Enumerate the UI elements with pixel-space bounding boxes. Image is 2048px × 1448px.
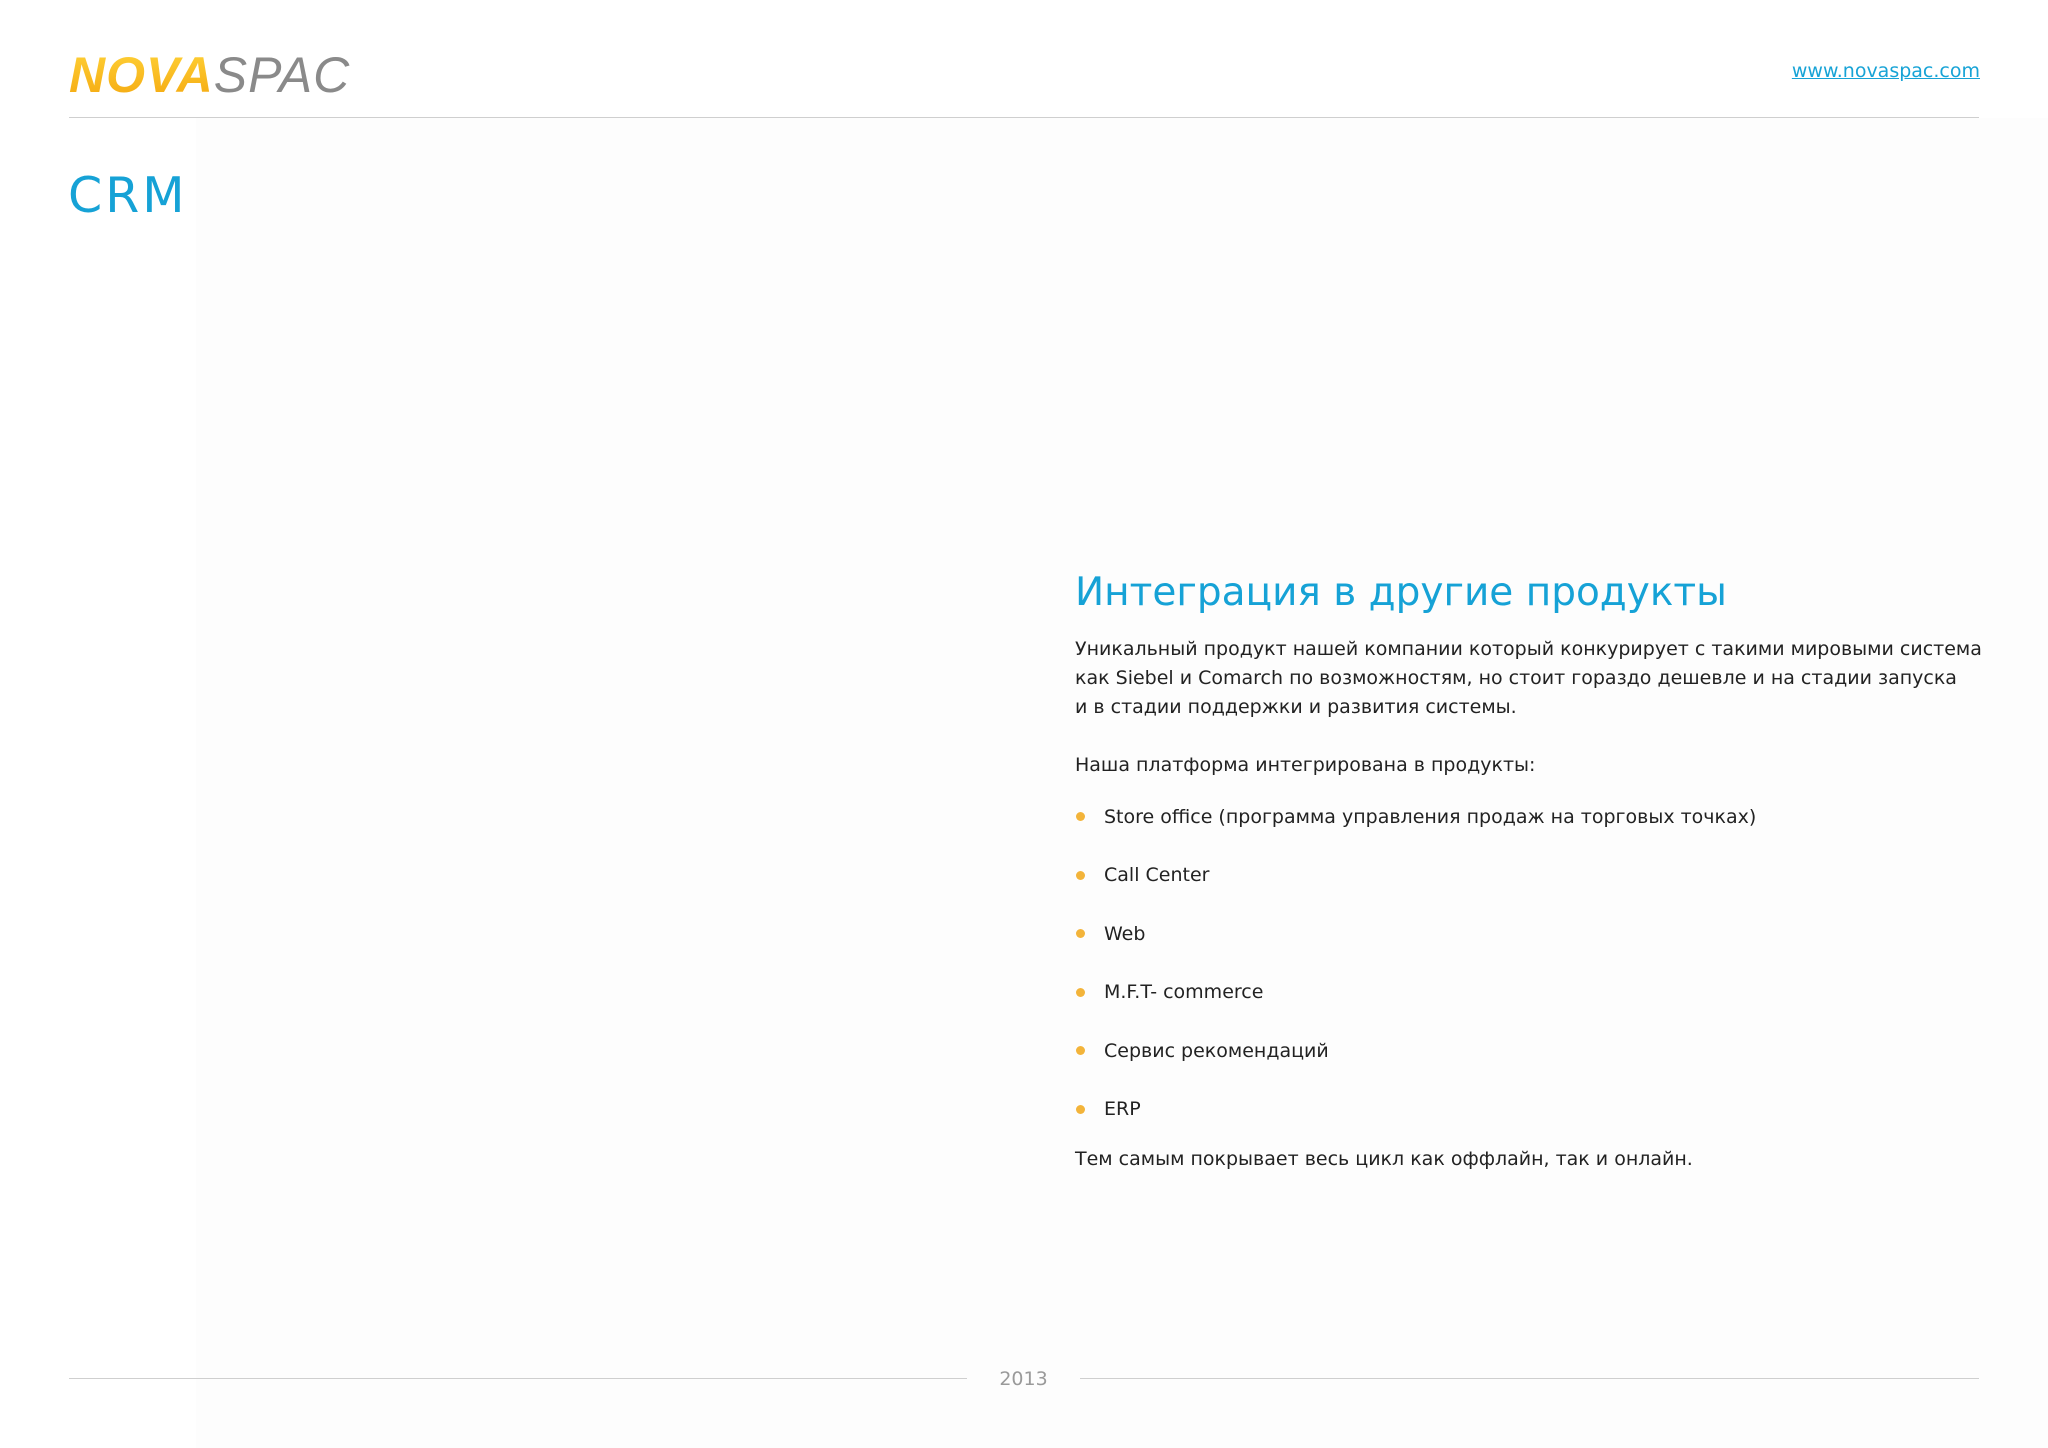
- list-item-label: M.F.T- commerce: [1104, 981, 1264, 1003]
- list-item: [1075, 1036, 1985, 1065]
- header-divider: [69, 117, 1979, 118]
- website-link[interactable]: www.novaspac.com: [1791, 60, 1980, 82]
- list-item: [1075, 1095, 1985, 1124]
- bullet-dot-icon: [1076, 1046, 1085, 1055]
- paragraph-line: Уникальный продукт нашей компании который конкурирует с такими мировыми система: [1075, 638, 1982, 660]
- list-item-label: ERP: [1104, 1098, 1141, 1120]
- logo-spac-text: SPAC: [213, 47, 351, 103]
- footer-divider-right: [1080, 1378, 1979, 1379]
- integrations-lead: Наша платформа интегрирована в продукты:: [1075, 754, 1536, 776]
- list-item-label: Call Center: [1104, 864, 1210, 886]
- logo-nova-text: NOVA: [69, 47, 214, 103]
- closing-text: Тем самым покрывает весь цикл как оффлайн, так и онлайн.: [1075, 1147, 1693, 1170]
- list-item-label: Web: [1104, 922, 1146, 945]
- bullet-dot-icon: [1076, 871, 1085, 880]
- section-heading: Интеграция в другие продукты: [1075, 570, 1727, 615]
- intro-paragraph: [1075, 635, 1985, 722]
- bullet-dot-icon: [1076, 812, 1085, 821]
- bullet-dot-icon: [1076, 988, 1085, 997]
- list-item-label: Store office (программа управления продаж на торговых точках): [1104, 805, 1757, 828]
- novaspac-logo: [69, 45, 350, 105]
- list-item: [1075, 919, 1985, 948]
- paragraph-line: как Siebel и Comarch по возможностям, но стоит гораздо дешевле и на стадии запуска: [1075, 667, 1957, 689]
- list-item: [1075, 978, 1985, 1007]
- footer-divider-left: [69, 1378, 967, 1379]
- list-item: [1075, 802, 1985, 831]
- paragraph-line: и в стадии поддержки и развития системы.: [1075, 696, 1517, 718]
- list-item: [1075, 861, 1985, 890]
- bullet-dot-icon: [1076, 929, 1085, 938]
- integrations-list: [1075, 802, 1985, 1124]
- page-title: CRM: [68, 167, 188, 224]
- list-item-label: Сервис рекомендаций: [1104, 1039, 1329, 1062]
- integration-section: [1075, 565, 1985, 1174]
- bullet-dot-icon: [1076, 1105, 1085, 1114]
- footer-year: 2013: [999, 1368, 1048, 1390]
